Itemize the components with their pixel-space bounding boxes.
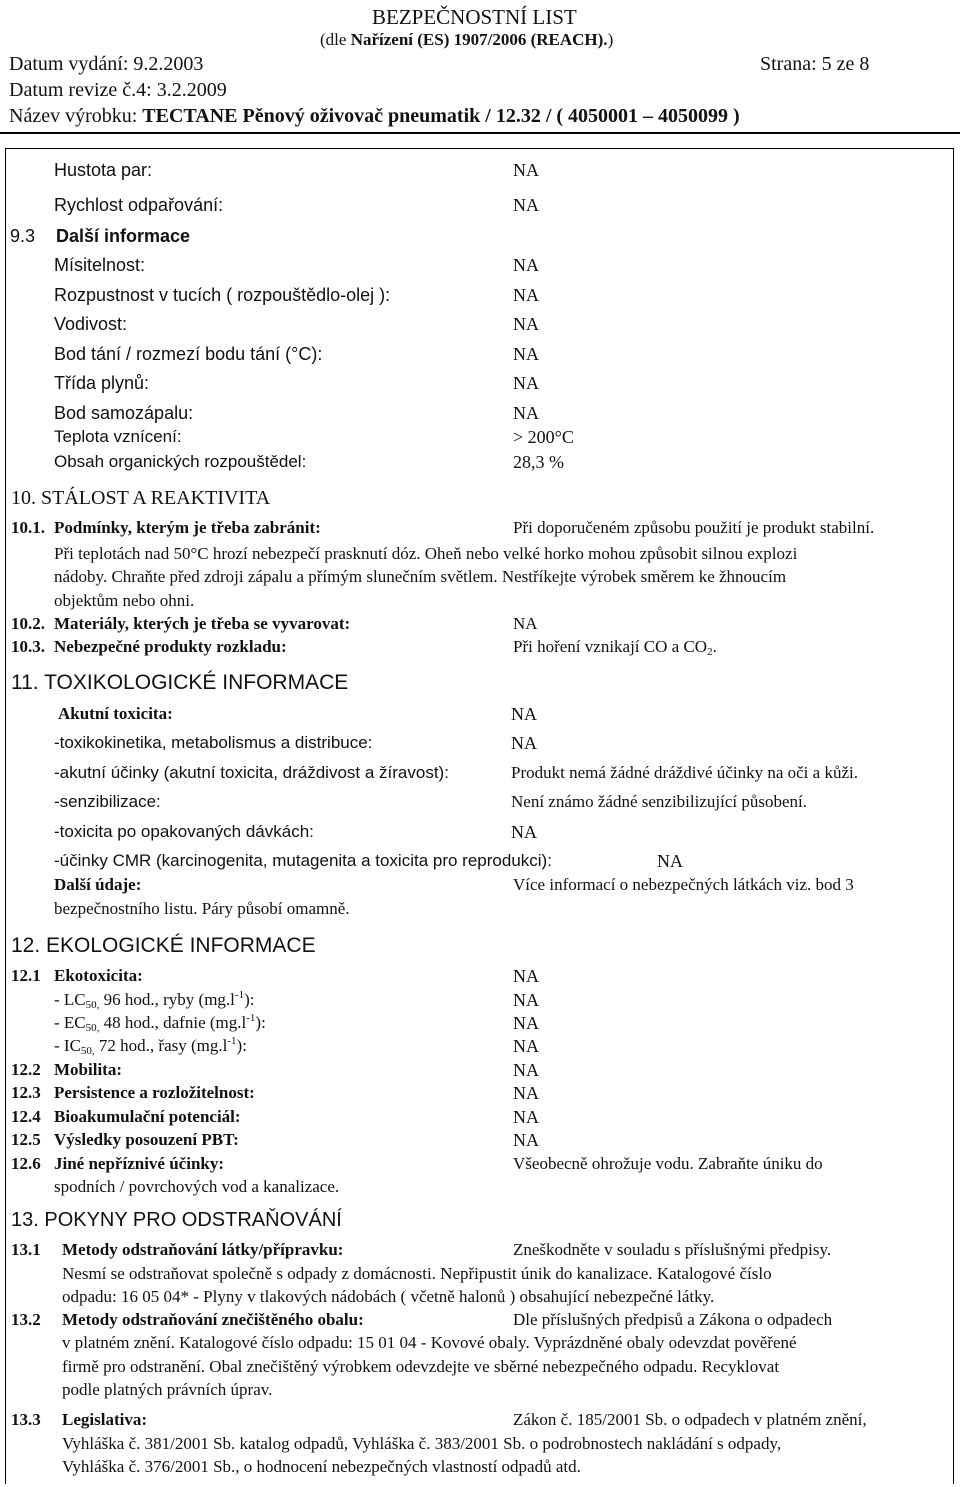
persistence-value: NA xyxy=(513,1083,539,1103)
lc50-label xyxy=(54,989,255,1011)
bioaccumulation-label: Bioakumulační potenciál: xyxy=(54,1107,241,1126)
regulation-suffix: ) xyxy=(607,30,614,49)
lc50-text: 96 hod., ryby (mg.l xyxy=(99,990,235,1009)
acute-effects-value: Produkt nemá žádné dráždivé účinky na oči a kůži. xyxy=(511,763,858,782)
mobility-number: 12.2 xyxy=(11,1060,41,1079)
condition-10-2-number: 10.2. xyxy=(11,614,45,633)
mobility-label: Mobilita: xyxy=(54,1060,122,1079)
section-11-heading: 11. TOXIKOLOGICKÉ INFORMACE xyxy=(11,671,349,694)
solvent-content-value: 28,3 % xyxy=(513,452,564,472)
condition-10-1-number: 10.1. xyxy=(11,518,45,537)
product-line xyxy=(9,106,740,126)
disposal-methods-value: Zneškodněte v souladu s příslušnými předpisy. xyxy=(513,1240,832,1259)
ic50-subscript: 50, xyxy=(80,1045,95,1057)
decomposition-products-tail: . xyxy=(712,637,717,656)
ec50-subscript: 50, xyxy=(85,1022,100,1034)
decomposition-products-subscript: 2 xyxy=(707,646,713,658)
cmr-effects-label: -účinky CMR (karcinogenita, mutagenita a toxicita pro reprodukci): xyxy=(54,851,552,870)
packaging-disposal-number: 13.2 xyxy=(11,1310,41,1329)
other-effects-value: Všeobecně ohrožuje vodu. Zabraňte úniku do xyxy=(513,1154,823,1173)
ec50-value: NA xyxy=(513,1013,539,1033)
ecotoxicity-value: NA xyxy=(513,966,539,986)
ic50-label xyxy=(54,1035,247,1057)
lc50-superscript: -1 xyxy=(234,989,245,1001)
content-frame-left xyxy=(5,148,6,1484)
acute-effects-label: -akutní účinky (akutní toxicita, dráždivost a žíravost): xyxy=(54,763,449,782)
packaging-disposal-value: Dle příslušných předpisů a Zákona o odpadech xyxy=(513,1310,833,1329)
further-info-label: Další údaje: xyxy=(54,875,142,894)
sensitization-label: -senzibilizace: xyxy=(54,792,161,811)
condition-10-3-value xyxy=(513,637,717,658)
persistence-number: 12.3 xyxy=(11,1083,41,1102)
condition-10-3-label: Nebezpečné produkty rozkladu: xyxy=(54,637,287,656)
condition-10-1-text-line-2: Při teplotách nad 50°C hrozí nebezpečí prasknutí dóz. Oheň nebo velké horko mohou způsobit silnou explozi xyxy=(54,544,798,563)
mobility-value: NA xyxy=(513,1060,539,1080)
disposal-methods-line-2: Nesmí se odstraňovat společně s odpady z domácnosti. Nepřipustit únik do kanalizace. Katalogové číslo xyxy=(62,1264,772,1283)
document-title: BEZPEČNOSTNÍ LIST xyxy=(372,5,577,29)
page-number: Strana: 5 ze 8 xyxy=(760,53,870,75)
fat-solubility-label: Rozpustnost v tucích ( rozpouštědlo-olej ): xyxy=(54,285,391,305)
legislation-line-3: Vyhláška č. 376/2001 Sb., o hodnocení nebezpečných vlastností odpadů atd. xyxy=(62,1457,581,1476)
ec50-label xyxy=(54,1012,266,1034)
melting-point-value: NA xyxy=(513,344,539,364)
packaging-disposal-line-3: firmě pro odstranění. Obal znečištěný výrobkem odevzdejte ve sběrné nebezpečného odpadu. Recyklovat xyxy=(62,1357,780,1376)
ec50-text: 48 hod., dafnie (mg.l xyxy=(99,1013,247,1032)
packaging-disposal-line-4: podle platných právních úprav. xyxy=(62,1380,273,1399)
gas-class-value: NA xyxy=(513,373,539,393)
regulation-prefix: (dle xyxy=(320,30,351,49)
issue-date: Datum vydání: 9.2.2003 xyxy=(9,53,204,75)
miscibility-value: NA xyxy=(513,255,539,275)
ignition-temperature-label: Teplota vznícení: xyxy=(54,427,182,446)
conductivity-label: Vodivost: xyxy=(54,314,128,334)
sensitization-value: Není známo žádné senzibilizující působení. xyxy=(511,792,807,811)
bioaccumulation-value: NA xyxy=(513,1107,539,1127)
disposal-methods-number: 13.1 xyxy=(11,1240,41,1259)
acute-toxicity-value: NA xyxy=(511,704,537,724)
ec50-prefix: - EC xyxy=(54,1013,86,1032)
repeated-dose-label: -toxicita po opakovaných dávkách: xyxy=(54,822,314,841)
condition-10-3-number: 10.3. xyxy=(11,637,45,656)
subsection-9-3-title: Další informace xyxy=(56,226,191,246)
ecotoxicity-number: 12.1 xyxy=(11,966,41,985)
product-label: Název výrobku: xyxy=(9,105,143,127)
ic50-superscript: -1 xyxy=(227,1035,237,1047)
content-frame-right xyxy=(953,148,954,1484)
toxicokinetics-value: NA xyxy=(511,733,537,753)
condition-10-1-text-line-4: objektům nebo ohni. xyxy=(54,591,195,610)
condition-10-1-text-line-3: nádoby. Chraňte před zdroji zápalu a přímým slunečním světlem. Nestříkejte výrobek směrem ke žhnoucím xyxy=(54,567,787,586)
subsection-9-3-number: 9.3 xyxy=(10,226,36,246)
bioaccumulation-number: 12.4 xyxy=(11,1107,41,1126)
ecotoxicity-label: Ekotoxicita: xyxy=(54,966,143,985)
autoignition-label: Bod samozápalu: xyxy=(54,403,194,423)
decomposition-products-text: Při hoření vznikají CO a CO xyxy=(513,637,708,656)
packaging-disposal-line-2: v platném znění. Katalogové číslo odpadu: 15 01 04 - Kovové obaly. Vyprázdněné obaly odevzdat pověřené xyxy=(62,1333,797,1352)
persistence-label: Persistence a rozložitelnost: xyxy=(54,1083,255,1102)
further-info-line-2: bezpečnostního listu. Páry působí omamně. xyxy=(54,899,350,918)
autoignition-value: NA xyxy=(513,403,539,423)
lc50-value: NA xyxy=(513,990,539,1010)
legislation-value: Zákon č. 185/2001 Sb. o odpadech v platném znění, xyxy=(513,1410,867,1429)
other-effects-number: 12.6 xyxy=(11,1154,41,1173)
melting-point-label: Bod tání / rozmezí bodu tání (°C): xyxy=(54,344,323,364)
evaporation-rate-label: Rychlost odpařování: xyxy=(54,195,224,215)
other-effects-line-2: spodních / povrchových vod a kanalizace. xyxy=(54,1177,340,1196)
condition-10-1-label: Podmínky, kterým je třeba zabránit: xyxy=(54,518,321,537)
ic50-prefix: - IC xyxy=(54,1036,81,1055)
repeated-dose-value: NA xyxy=(511,822,537,842)
section-12-heading: 12. EKOLOGICKÉ INFORMACE xyxy=(11,934,316,957)
vapor-density-value: NA xyxy=(513,160,539,180)
conductivity-value: NA xyxy=(513,314,539,334)
cmr-effects-value: NA xyxy=(657,851,683,871)
pbt-label: Výsledky posouzení PBT: xyxy=(54,1130,239,1149)
revision-date: Datum revize č.4: 3.2.2009 xyxy=(9,79,227,101)
legislation-line-2: Vyhláška č. 381/2001 Sb. katalog odpadů, Vyhláška č. 383/2001 Sb. o podrobnostech nakládání s odpady, xyxy=(62,1434,782,1453)
disposal-methods-label: Metody odstraňování látky/přípravku: xyxy=(62,1240,344,1259)
pbt-number: 12.5 xyxy=(11,1130,41,1149)
condition-10-2-label: Materiály, kterých je třeba se vyvarovat: xyxy=(54,614,351,633)
ec50-superscript: -1 xyxy=(246,1012,256,1024)
regulation-name: Nařízení (ES) 1907/2006 (REACH). xyxy=(350,30,608,49)
lc50-subscript: 50, xyxy=(85,999,100,1011)
legislation-label: Legislativa: xyxy=(62,1410,147,1429)
ic50-text: 72 hod., řasy (mg.l xyxy=(94,1036,228,1055)
pbt-value: NA xyxy=(513,1130,539,1150)
ignition-temperature-value: > 200°C xyxy=(513,427,574,447)
acute-toxicity-label: Akutní toxicita: xyxy=(58,704,173,723)
lc50-end: ): xyxy=(244,990,255,1009)
gas-class-label: Třída plynů: xyxy=(54,373,150,393)
fat-solubility-value: NA xyxy=(513,285,539,305)
miscibility-label: Mísitelnost: xyxy=(54,255,146,275)
header-divider xyxy=(0,132,960,134)
disposal-methods-line-3: odpadu: 16 05 04* - Plyny v tlakových nádobách ( včetně halonů ) obsahující nebezpečné látky. xyxy=(62,1287,715,1306)
product-name: TECTANE Pěnový oživovač pneumatik / 12.32 / ( 4050001 – 4050099 ) xyxy=(142,105,740,127)
section-10-heading: 10. STÁLOST A REAKTIVITA xyxy=(11,487,271,509)
regulation-reference xyxy=(320,31,613,48)
packaging-disposal-label: Metody odstraňování znečištěného obalu: xyxy=(62,1310,364,1329)
evaporation-rate-value: NA xyxy=(513,195,539,215)
legislation-number: 13.3 xyxy=(11,1410,41,1429)
toxicokinetics-label: -toxikokinetika, metabolismus a distribuce: xyxy=(54,733,373,752)
further-info-value: Více informací o nebezpečných látkách viz. bod 3 xyxy=(513,875,854,894)
lc50-prefix: - LC xyxy=(54,990,86,1009)
solvent-content-label: Obsah organických rozpouštědel: xyxy=(54,452,307,471)
other-effects-label: Jiné nepříznivé účinky: xyxy=(54,1154,225,1173)
condition-10-2-value: NA xyxy=(513,614,538,633)
ic50-value: NA xyxy=(513,1036,539,1056)
content-frame-top xyxy=(5,148,954,149)
vapor-density-label: Hustota par: xyxy=(54,160,153,180)
ic50-end: ): xyxy=(236,1036,247,1055)
section-13-heading: 13. POKYNY PRO ODSTRAŇOVÁNÍ xyxy=(11,1209,342,1231)
condition-10-1-value: Při doporučeném způsobu použití je produkt stabilní. xyxy=(513,518,875,537)
ec50-end: ): xyxy=(255,1013,266,1032)
